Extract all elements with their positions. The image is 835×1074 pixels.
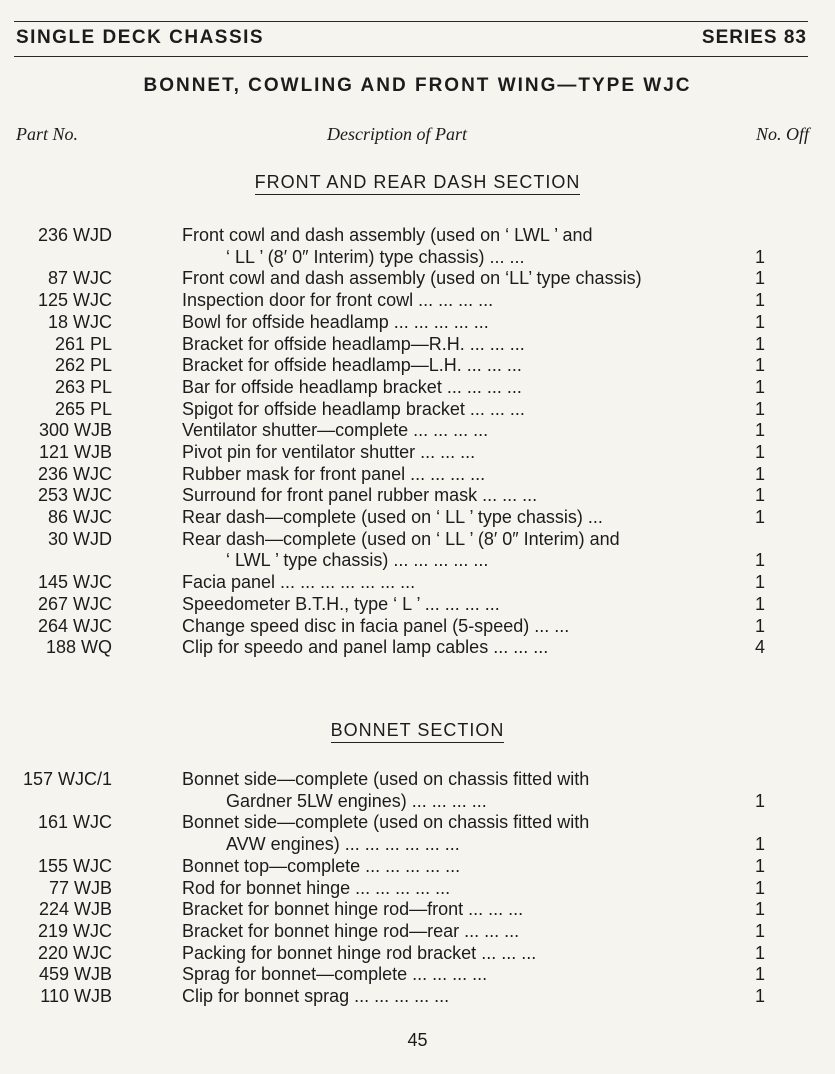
- part-number: 459 WJB: [38, 964, 112, 985]
- quantity: 1: [754, 376, 765, 397]
- table-row: [0, 311, 835, 333]
- part-number: 157 WJC/1: [22, 769, 112, 789]
- table-row: [0, 963, 835, 985]
- table-row: [0, 768, 835, 811]
- table-row: [0, 267, 835, 289]
- column-header-part: Part No.: [16, 124, 79, 144]
- table-row: [0, 398, 835, 420]
- part-description: Rear dash—complete (used on ‘ LL ’ type chassis) ...: [182, 507, 603, 528]
- part-number: 219 WJC: [37, 920, 112, 941]
- table-row: [0, 855, 835, 877]
- table-row: [0, 289, 835, 311]
- part-description: Bonnet side—complete (used on chassis fitted with: [182, 812, 590, 833]
- quantity: 1: [754, 615, 765, 636]
- part-number: 86 WJC: [47, 507, 112, 528]
- quantity: 1: [754, 355, 765, 376]
- quantity: 1: [754, 246, 765, 267]
- page-title: BONNET, COWLING AND FRONT WING—TYPE WJC: [143, 75, 692, 96]
- part-number: 30 WJD: [47, 528, 112, 549]
- part-description: AVW engines) ... ... ... ... ... ...: [226, 834, 460, 855]
- part-number: 263 PL: [54, 376, 112, 397]
- header-title: SINGLE DECK CHASSIS: [16, 27, 265, 48]
- column-header-description: Description of Part: [327, 124, 467, 144]
- table-row: [0, 636, 835, 658]
- part-description: Bracket for offside headlamp—R.H. ... ... ...: [182, 333, 525, 354]
- table-row: [0, 441, 835, 463]
- part-description: Rear dash—complete (used on ‘ LL ’ (8′ 0″ Interim) and: [182, 528, 620, 549]
- part-number: 300 WJB: [38, 420, 112, 441]
- header-series: SERIES 83: [701, 27, 807, 48]
- part-number: 87 WJC: [47, 268, 112, 289]
- table-row: [0, 333, 835, 355]
- part-number: 110 WJB: [40, 986, 112, 1006]
- quantity: 1: [754, 920, 765, 941]
- part-number: 77 WJB: [48, 877, 112, 898]
- part-description: ‘ LWL ’ type chassis) ... ... ... ... ...: [226, 550, 489, 571]
- part-description: Packing for bonnet hinge rod bracket ... ... ...: [182, 942, 537, 963]
- quantity: 1: [754, 442, 765, 462]
- part-description: Speedometer B.T.H., type ‘ L ’ ... ... ... ...: [182, 593, 500, 614]
- part-description: Pivot pin for ventilator shutter ... ... ...: [182, 442, 476, 462]
- quantity: 1: [754, 507, 765, 528]
- part-number: 188 WQ: [45, 637, 112, 658]
- table-row: [0, 593, 835, 615]
- table-row: [0, 942, 835, 964]
- part-number: 155 WJC: [37, 855, 112, 876]
- table-row: [0, 920, 835, 942]
- part-description: Bowl for offside headlamp ... ... ... ... ...: [182, 311, 489, 332]
- part-description: Clip for bonnet sprag ... ... ... ... ...: [182, 986, 450, 1006]
- table-row: [0, 877, 835, 899]
- quantity: 1: [754, 834, 765, 855]
- quantity: 1: [754, 333, 765, 354]
- part-number: 267 WJC: [37, 593, 112, 614]
- part-number: 236 WJD: [37, 225, 112, 245]
- part-description: ‘ LL ’ (8′ 0″ Interim) type chassis) ... ...: [226, 246, 525, 267]
- part-number: 125 WJC: [37, 290, 112, 311]
- section-title: BONNET SECTION: [0, 720, 835, 741]
- table-row: [0, 985, 835, 1007]
- table-row: [0, 615, 835, 637]
- table-row: [0, 354, 835, 376]
- table-row: [0, 528, 835, 571]
- quantity: 1: [754, 942, 765, 963]
- quantity: 1: [754, 899, 765, 920]
- part-number: 264 WJC: [37, 615, 112, 636]
- quantity: 1: [754, 877, 765, 898]
- part-description: Gardner 5LW engines) ... ... ... ...: [226, 790, 487, 811]
- quantity: 1: [754, 485, 765, 506]
- part-description: Bonnet top—complete ... ... ... ... ...: [182, 855, 461, 876]
- part-description: Ventilator shutter—complete ... ... ... ...: [182, 420, 489, 441]
- table-row: [0, 571, 835, 593]
- part-description: Bracket for bonnet hinge rod—front ... ... ...: [182, 899, 524, 920]
- quantity: 1: [754, 790, 765, 811]
- part-number: 253 WJC: [37, 485, 112, 506]
- quantity: 1: [754, 290, 765, 311]
- part-description: Change speed disc in facia panel (5-speed) ... ...: [182, 615, 570, 636]
- table-row: [0, 224, 835, 267]
- quantity: 1: [754, 986, 765, 1006]
- part-number: 261 PL: [54, 333, 112, 354]
- table-row: [0, 376, 835, 398]
- part-number: 18 WJC: [47, 311, 112, 332]
- part-number: 145 WJC: [37, 572, 112, 593]
- part-description: Bracket for bonnet hinge rod—rear ... ... ...: [182, 920, 520, 941]
- quantity: 4: [754, 637, 765, 658]
- quantity: 1: [754, 593, 765, 614]
- part-number: 161 WJC: [37, 812, 112, 833]
- part-number: 236 WJC: [37, 463, 112, 484]
- table-row: [0, 484, 835, 506]
- header-rule: [14, 56, 808, 57]
- top-rule: [14, 21, 808, 22]
- column-header-qty: No. Off: [755, 124, 809, 144]
- quantity: 1: [754, 463, 765, 484]
- part-description: Sprag for bonnet—complete ... ... ... ...: [182, 964, 488, 985]
- part-description: Rubber mask for front panel ... ... ... ...: [182, 463, 486, 484]
- quantity: 1: [754, 268, 765, 289]
- part-number: 224 WJB: [38, 899, 112, 920]
- part-number: 121 WJB: [38, 442, 112, 462]
- quantity: 1: [754, 420, 765, 441]
- part-description: Bracket for offside headlamp—L.H. ... ... ...: [182, 355, 522, 376]
- part-description: Spigot for offside headlamp bracket ... ... ...: [182, 398, 525, 419]
- part-description: Front cowl and dash assembly (used on ‘ LWL ’ and: [182, 225, 593, 245]
- part-number: 265 PL: [54, 398, 112, 419]
- quantity: 1: [754, 550, 765, 571]
- part-number: 220 WJC: [37, 942, 112, 963]
- quantity: 1: [754, 311, 765, 332]
- table-row: [0, 463, 835, 485]
- part-description: Bar for offside headlamp bracket ... ... ... ...: [182, 376, 522, 397]
- part-description: Bonnet side—complete (used on chassis fitted with: [182, 769, 590, 789]
- part-description: Surround for front panel rubber mask ... ... ...: [182, 485, 538, 506]
- part-description: Rod for bonnet hinge ... ... ... ... ...: [182, 877, 451, 898]
- section-title: FRONT AND REAR DASH SECTION: [0, 172, 835, 193]
- part-description: Inspection door for front cowl ... ... ... ...: [182, 290, 494, 311]
- table-row: [0, 506, 835, 528]
- table-row: [0, 811, 835, 854]
- table-row: [0, 419, 835, 441]
- part-description: Clip for speedo and panel lamp cables ... ... ...: [182, 637, 549, 658]
- quantity: 1: [754, 572, 765, 593]
- table-row: [0, 898, 835, 920]
- quantity: 1: [754, 964, 765, 985]
- part-description: Front cowl and dash assembly (used on ‘LL’ type chassis): [182, 268, 642, 289]
- part-number: 262 PL: [54, 355, 112, 376]
- quantity: 1: [754, 398, 765, 419]
- part-description: Facia panel ... ... ... ... ... ... ...: [182, 572, 416, 593]
- page-number: 45: [407, 1030, 428, 1050]
- quantity: 1: [754, 855, 765, 876]
